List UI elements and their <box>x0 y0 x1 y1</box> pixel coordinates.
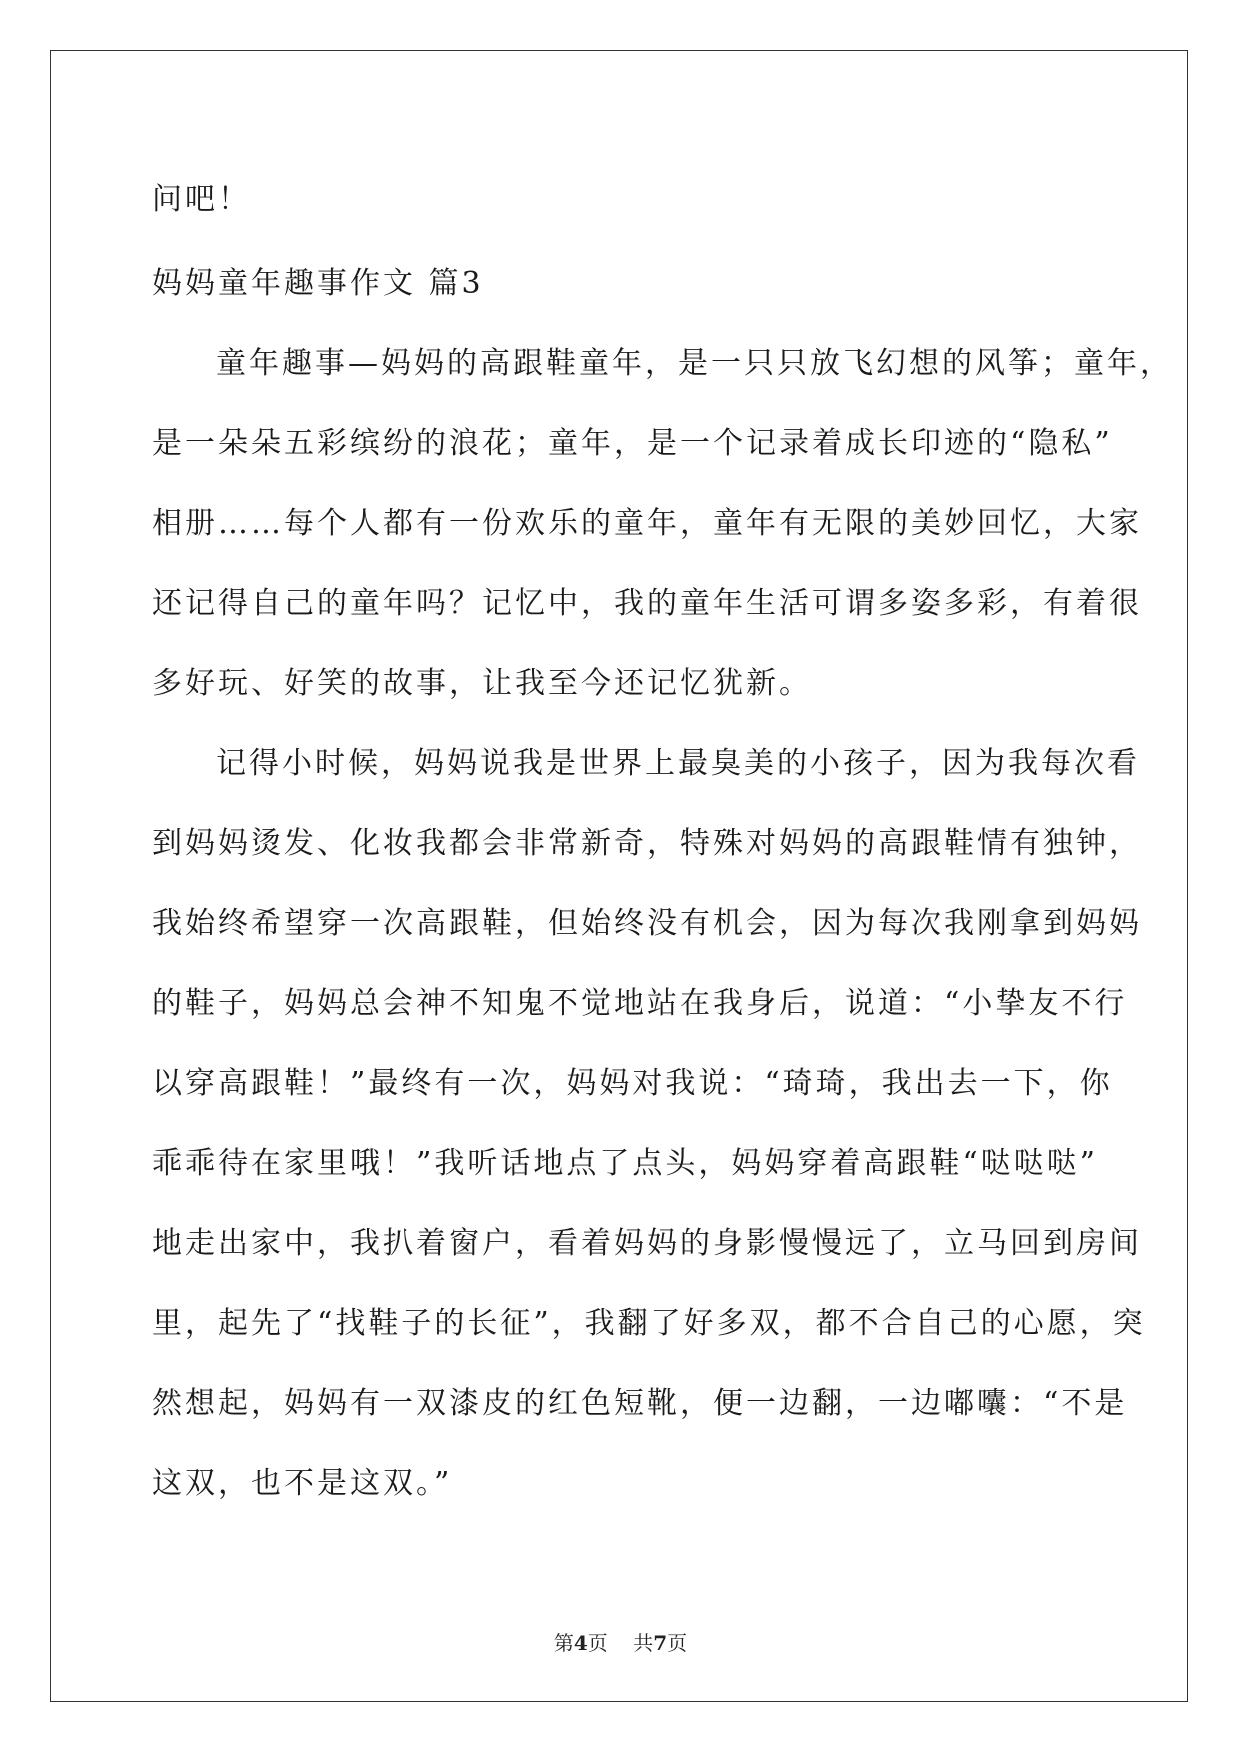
text-line: 还记得自己的童年吗？记忆中，我的童年生活可谓多姿多彩，有着很 <box>152 586 1142 621</box>
total-suffix: 页 <box>667 1631 688 1655</box>
text-line: 里，起先了“找鞋子的长征”，我翻了好多双，都不合自己的心愿，突 <box>152 1306 1146 1341</box>
page-current-number: 4 <box>573 1631 588 1655</box>
text-line: 这双，也不是这双。” <box>152 1466 453 1501</box>
text-line: 的鞋子，妈妈总会神不知鬼不觉地站在我身后，说道：“小挚友不行 <box>152 986 1128 1021</box>
text-line: 乖乖待在家里哦！”我听话地点了点头，妈妈穿着高跟鞋“哒哒哒” <box>152 1146 1099 1181</box>
text-line: 是一朵朵五彩缤纷的浪花；童年，是一个记录着成长印迹的“隐私” <box>152 426 1113 461</box>
text-line: 地走出家中，我扒着窗户，看着妈妈的身影慢慢远了，立马回到房间 <box>152 1226 1142 1261</box>
section-heading: 妈妈童年趣事作文 篇3 <box>152 266 484 301</box>
text-line: 然想起，妈妈有一双漆皮的红色短靴，便一边翻，一边嘟囔：“不是 <box>152 1386 1128 1421</box>
text-line: 到妈妈烫发、化妆我都会非常新奇，特殊对妈妈的高跟鞋情有独钟， <box>152 826 1142 861</box>
text-line: 多好玩、好笑的故事，让我至今还记忆犹新。 <box>152 666 812 701</box>
page-prefix: 第 <box>553 1631 574 1655</box>
text-line: 相册……每个人都有一份欢乐的童年，童年有无限的美妙回忆，大家 <box>152 506 1142 541</box>
paragraph-first-line: 记得小时候，妈妈说我是世界上最臭美的小孩子，因为我每次看 <box>216 746 1140 781</box>
text-line: 问吧！ <box>152 182 251 217</box>
text-line: 我始终希望穿一次高跟鞋，但始终没有机会，因为每次我刚拿到妈妈 <box>152 906 1142 941</box>
document-body <box>152 160 1173 1524</box>
total-prefix: 共 <box>633 1631 654 1655</box>
page-total-number: 7 <box>653 1631 668 1655</box>
page-suffix: 页 <box>587 1631 608 1655</box>
text-line: 以穿高跟鞋！”最终有一次，妈妈对我说：“琦琦，我出去一下，你 <box>152 1066 1113 1101</box>
page-footer <box>0 1627 1241 1656</box>
paragraph-first-line: 童年趣事—妈妈的高跟鞋童年，是一只只放飞幻想的风筝；童年， <box>216 346 1173 381</box>
